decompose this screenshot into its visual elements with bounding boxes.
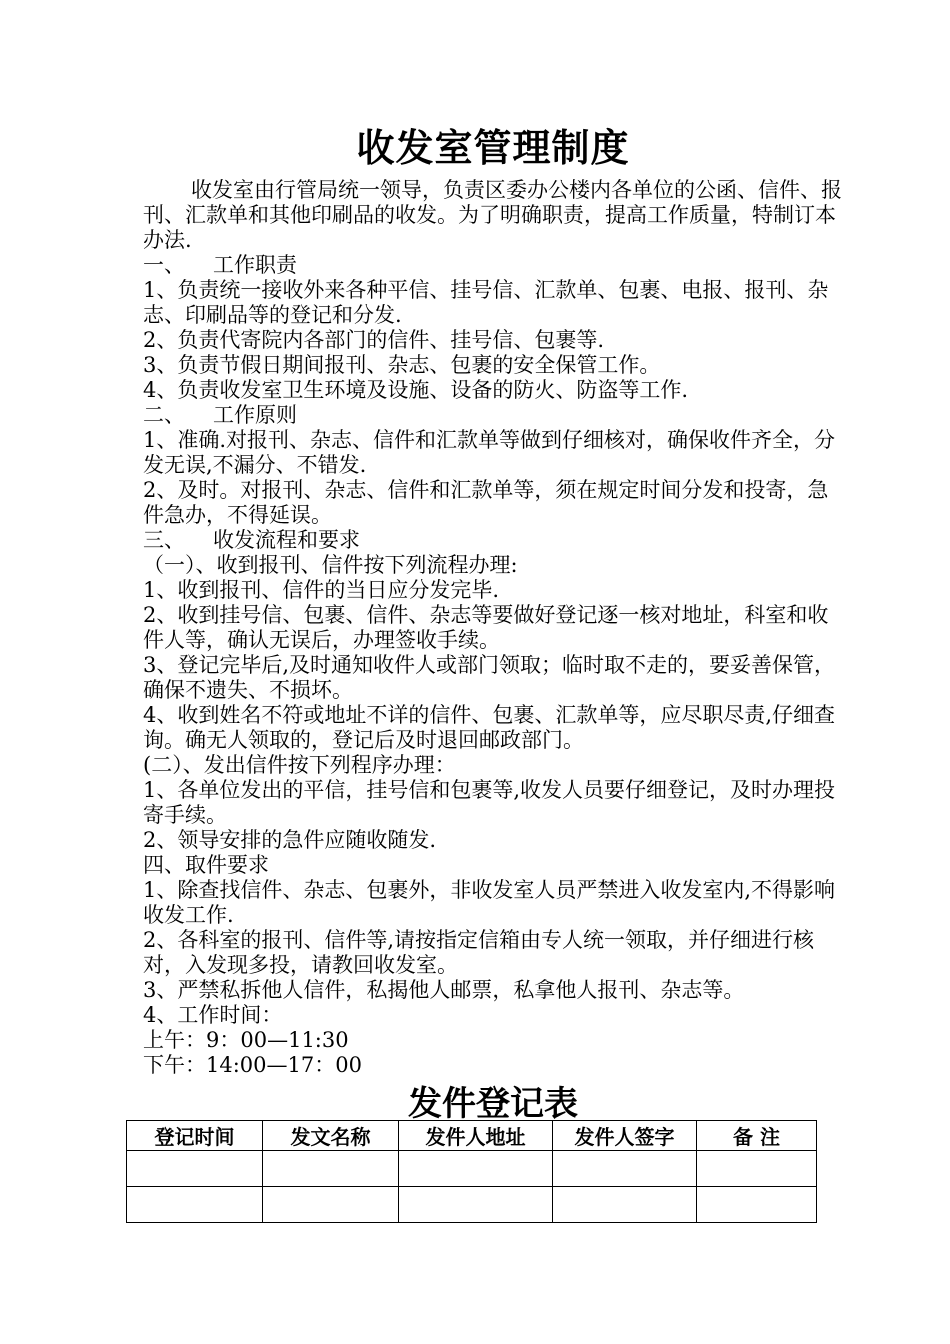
- work-hours-am: 上午：9：00—11:30: [143, 1028, 349, 1052]
- list-item: 1、收到报刊、信件的当日应分发完毕.: [143, 578, 500, 602]
- table-cell[interactable]: [399, 1151, 553, 1187]
- subsection-heading-2: (二）、发出信件按下列程序办理：: [143, 753, 456, 777]
- table-cell[interactable]: [127, 1151, 263, 1187]
- column-header-document-name: 发文名称: [263, 1121, 399, 1151]
- section-heading-1: [143, 253, 843, 278]
- column-header-sender-signature: 发件人签字: [553, 1121, 697, 1151]
- list-item: 4、负责收发室卫生环境及设施、设备的防火、防盗等工作.: [143, 378, 689, 402]
- list-item: 1、准确.对报刊、杂志、信件和汇款单等做到仔细核对，确保收件齐全，分发无误,不漏分、不错发.: [143, 428, 836, 477]
- section-title: 收发流程和要求: [213, 528, 360, 552]
- table-header-row: [127, 1121, 817, 1151]
- document-title: 收发室管理制度: [356, 126, 630, 170]
- table-cell[interactable]: [553, 1187, 697, 1223]
- list-item: 2、领导安排的急件应随收随发.: [143, 828, 437, 852]
- work-hours-pm: 下午：14:00—17：00: [143, 1053, 362, 1077]
- intro-paragraph: 收发室由行管局统一领导，负责区委办公楼内各单位的公函、信件、报刊、汇款单和其他印刷品的收发。为了明确职责，提高工作质量，特制订本办法.: [143, 178, 842, 252]
- table-row: [127, 1151, 817, 1187]
- list-item: 3、登记完毕后,及时通知收件人或部门领取；临时取不走的，要妥善保管，确保不遗失、不损坏。: [143, 653, 836, 702]
- section-heading-4: 四、取件要求: [143, 853, 269, 877]
- list-item: 1、负责统一接收外来各种平信、挂号信、汇款单、包裹、电报、报刊、杂志、印刷品等的登记和分发.: [143, 278, 829, 327]
- list-item: 2、收到挂号信、包裹、信件、杂志等要做好登记逐一核对地址，科室和收件人等，确认无误后，办理签收手续。: [143, 603, 829, 652]
- document-page: [143, 118, 843, 1130]
- table-cell[interactable]: [127, 1187, 263, 1223]
- column-header-sender-address: 发件人地址: [399, 1121, 553, 1151]
- column-header-register-time: 登记时间: [127, 1121, 263, 1151]
- list-item: 4、收到姓名不符或地址不详的信件、包裹、汇款单等，应尽职尽责,仔细查询。确无人领取的，登记后及时退回邮政部门。: [143, 703, 836, 752]
- table-title: 发件登记表: [408, 1084, 578, 1124]
- list-item: 2、各科室的报刊、信件等,请按指定信箱由专人统一领取，并仔细进行核对，入发现多投，请教回收发室。: [143, 928, 815, 977]
- section-heading-2: [143, 403, 843, 428]
- table-cell[interactable]: [697, 1187, 817, 1223]
- section-title: 工作原则: [213, 403, 297, 427]
- table-cell[interactable]: [263, 1151, 399, 1187]
- registration-table: [126, 1120, 817, 1223]
- list-item: 1、除查找信件、杂志、包裹外，非收发室人员严禁进入收发室内,不得影响收发工作.: [143, 878, 836, 927]
- document-body: [143, 178, 843, 1078]
- list-item: 3、负责节假日期间报刊、杂志、包裹的安全保管工作。: [143, 353, 661, 377]
- table-cell[interactable]: [263, 1187, 399, 1223]
- table-cell[interactable]: [553, 1151, 697, 1187]
- section-number: 一、: [143, 253, 185, 277]
- section-heading-3: [143, 528, 843, 553]
- list-item: 4、工作时间：: [143, 1003, 283, 1027]
- column-header-remarks: 备 注: [697, 1121, 817, 1151]
- list-item: 2、及时。对报刊、杂志、信件和汇款单等，须在规定时间分发和投寄，急件急办，不得延误。: [143, 478, 829, 527]
- list-item: 3、严禁私拆他人信件，私揭他人邮票，私拿他人报刊、杂志等。: [143, 978, 745, 1002]
- subsection-heading-1: （一）、收到报刊、信件按下列流程办理:: [143, 553, 518, 577]
- list-item: 2、负责代寄院内各部门的信件、挂号信、包裹等.: [143, 328, 605, 352]
- table-cell[interactable]: [697, 1151, 817, 1187]
- section-number: 二、: [143, 403, 185, 427]
- section-number: 三、: [143, 528, 185, 552]
- section-title: 工作职责: [213, 253, 297, 277]
- table-cell[interactable]: [399, 1187, 553, 1223]
- list-item: 1、各单位发出的平信，挂号信和包裹等,收发人员要仔细登记，及时办理投寄手续。: [143, 778, 836, 827]
- table-row: [127, 1187, 817, 1223]
